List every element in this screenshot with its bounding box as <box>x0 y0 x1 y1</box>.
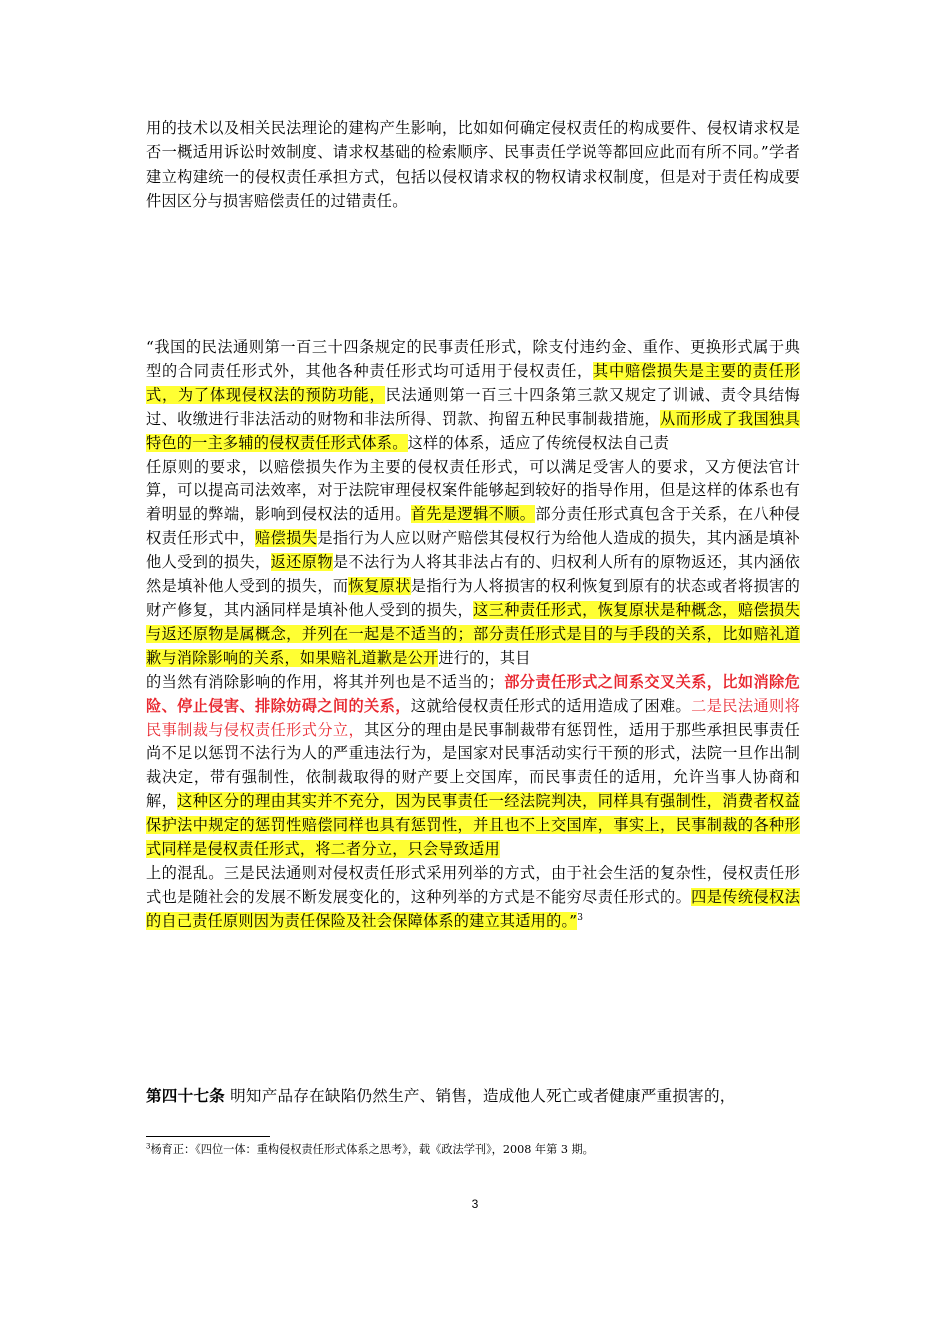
text-run: 这样的体系，适应了传统侵权法自己责 <box>407 433 670 452</box>
highlighted-text: 首先是逻辑不顺。 <box>410 505 536 524</box>
highlighted-term: 赔偿损失 <box>255 529 318 548</box>
highlighted-text: 这三种责任形式，恢复原状是种概念，赔偿损失与返还原物是属概念，并列在一起是不适当的；部分责任形式是目的与手段的关系，比如赔礼道歉与消除影响的关系，如果赔礼道歉是公开 <box>146 600 800 667</box>
text-run: 部分责任形式真包含于关系，在八种侵权责任形式中， <box>146 505 800 548</box>
text-run: 这就给侵权责任形式的适用造成了困难。 <box>410 696 692 715</box>
text-run: 任原则的要求，以赔偿损失作为主要的侵权责任形式，可以满足受害人的要求，又方便法官计算，可以提高司法效率，对于法院审理侵权案件能够起到较好的指导作用，但是这样的体系也有着明显的弊端，影响到侵权法的适用。 <box>146 457 800 524</box>
footnote-separator <box>146 1136 270 1137</box>
text-run: 是指行为人应以财产赔偿其侵权行为给他人造成的损失，其内涵是填补他人受到的损失， <box>146 529 800 572</box>
text-run: 其区分的理由是民事制裁带有惩罚性，适用于那些承担民事责任尚不足以惩罚不法行为人的严重违法行为，是国家对民事活动实行干预的形式，法院一旦作出制裁决定，带有强制性，依制裁取得的财产要上交国库，而民事责任的适用，允许当事人协商和解， <box>146 720 800 811</box>
highlighted-term: 返还原物 <box>270 553 333 572</box>
text-run: 的当然有消除影响的作用，将其并列也是不适当的； <box>146 672 505 691</box>
highlighted-term: 恢复原状 <box>348 577 411 596</box>
text-run: 是指行为人将损害的权利恢复到原有的状态或者将损害的财产修复，其内涵同样是填补他人受到的损失， <box>146 577 800 619</box>
highlighted-text: 从而形成了我国独具特色的一主多辅的侵权责任形式体系。 <box>146 409 800 452</box>
paragraph-2 <box>146 336 800 934</box>
paragraph-1 <box>146 116 800 214</box>
paragraph-3 <box>146 1084 800 1108</box>
footnote-text: 杨育正：《四位一体：重构侵权责任形式体系之思考》，载《政法学刊》，2008 年第 3 期。 <box>150 1143 594 1156</box>
red-text: 二是民法通则将民事制裁与侵权责任形式分立， <box>146 696 800 739</box>
text-run: “我国的民法通则第一百三十四条规定的民事责任形式，除支付违约金、重作、更换形式属于典型的合同责任形式外，其他各种责任形式均可适用于侵权责任， <box>146 338 800 380</box>
highlighted-text: 这种区分的理由其实并不充分，因为民事责任一经法院判决，同样具有强制性，消费者权益保护法中规定的惩罚性赔偿同样也具有惩罚性，并且也不上交国库，事实上，民事制裁的各种形式同样是侵权责任形式，将二者分立，只会导致适用 <box>146 792 800 859</box>
page-number: 3 <box>471 1197 479 1211</box>
footnote-mark: 3 <box>146 1142 151 1151</box>
highlighted-text: 四是传统侵权法的自己责任原则因为责任保险及社会保障体系的建立其适用的。” <box>146 887 800 930</box>
footnote-reference[interactable]: 3 <box>577 912 584 923</box>
paragraph-1-text: 用的技术以及相关民法理论的建构产生影响，比如如何确定侵权责任的构成要件、侵权请求权是否一概适用诉讼时效制度、请求权基础的检索顺序、民事责任学说等都回应此而有所不同。”学者建立构建统一的侵权责任承担方式，包括以侵权请求权的物权请求权制度，但是对于责任构成要件因区分与损害赔偿责任的过错责任。 <box>146 119 800 211</box>
red-bold-text: 部分责任形式之间系交叉关系，比如消除危险、停止侵害、排除妨碍之间的关系， <box>146 672 800 715</box>
text-run: 是不法行为人将其非法占有的、归权利人所有的原物返还，其内涵依然是填补他人受到的损失，而 <box>146 553 800 596</box>
highlighted-text: 其中赔偿损失是主要的责任形式，为了体现侵权法的预防功能， <box>146 361 800 404</box>
text-run: 上的混乱。三是民法通则对侵权责任形式采用列举的方式，由于社会生活的复杂性，侵权责任形式也是随社会的发展不断发展变化的，这种列举的方式是不能穷尽责任形式的。 <box>146 863 800 906</box>
article-number: 第四十七条 <box>146 1086 225 1105</box>
article-text: 明知产品存在缺陷仍然生产、销售，造成他人死亡或者健康严重损害的， <box>224 1087 736 1105</box>
footnote <box>146 1142 800 1158</box>
text-run: 民法通则第一百三十四条第三款又规定了训诫、责令具结悔过、收缴进行非法活动的财物和非法所得、罚款、拘留五种民事制裁措施， <box>146 385 801 428</box>
text-run: 进行的，其目 <box>438 648 531 667</box>
